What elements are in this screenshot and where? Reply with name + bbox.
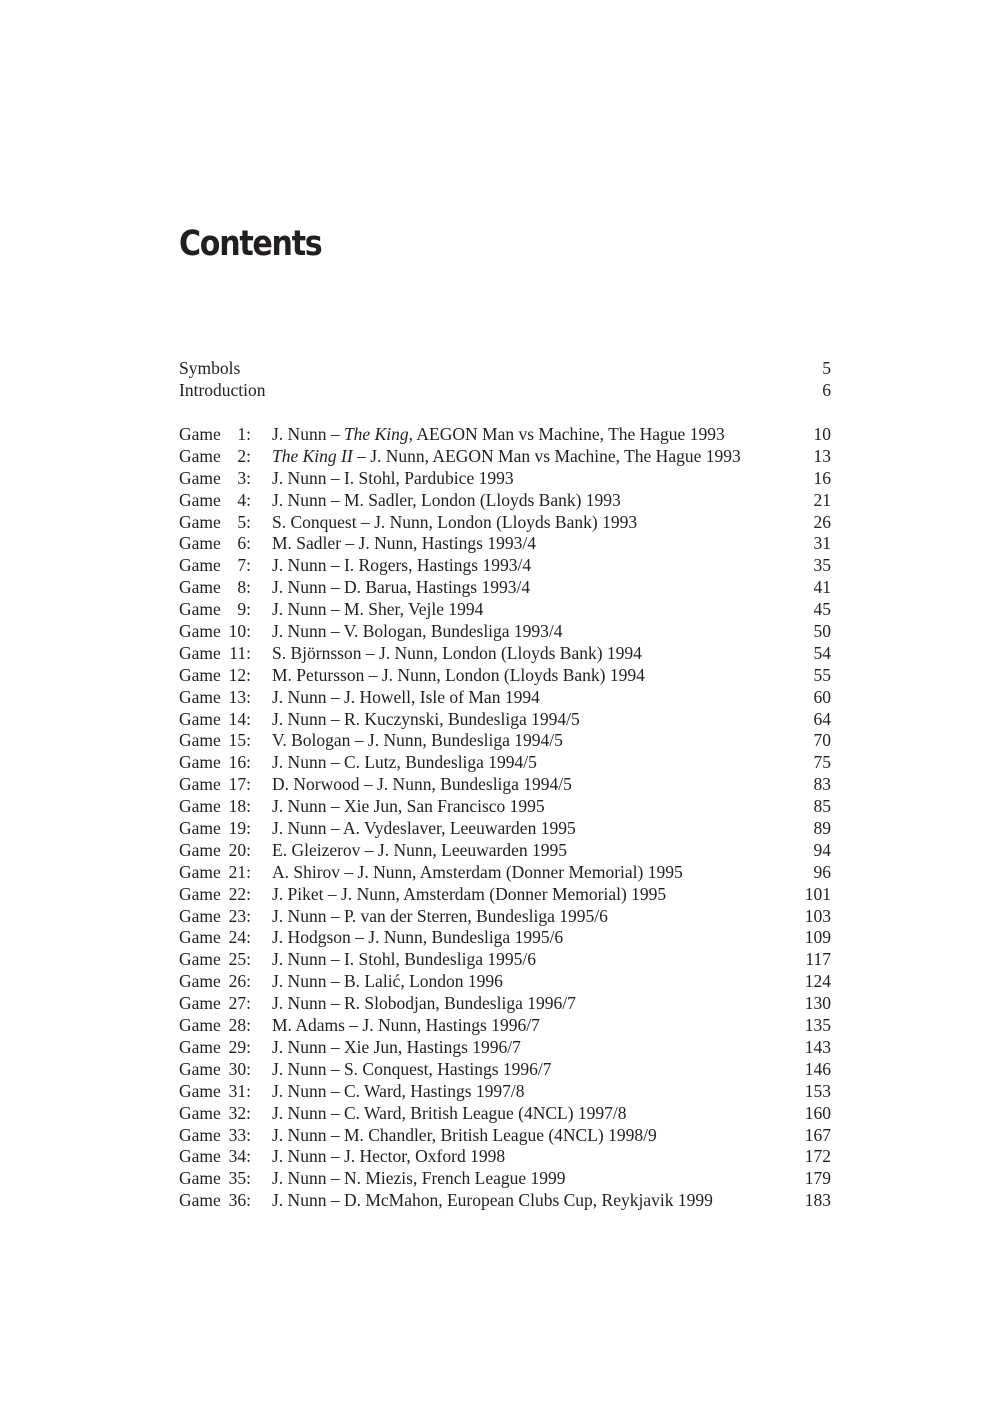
page-number: 160: [804, 1102, 831, 1123]
toc-entry-game[interactable]: [179, 796, 831, 818]
game-number: 6:: [237, 533, 251, 554]
page-number: 45: [813, 599, 831, 620]
game-label: [179, 884, 272, 906]
game-number: 11:: [229, 642, 251, 663]
page-number: 146: [804, 1058, 831, 1079]
game-title-part: J. Nunn – M. Sadler, London (Lloyds Bank) 1993: [272, 489, 621, 510]
game-number: 23:: [228, 905, 251, 926]
game-label: [179, 1125, 272, 1147]
game-title-part: J. Nunn – N. Miezis, French League 1999: [272, 1168, 566, 1189]
game-number: 3:: [237, 467, 251, 488]
game-number: 20:: [228, 839, 251, 860]
toc-entry-game[interactable]: [179, 468, 831, 490]
toc-entry-game[interactable]: [179, 643, 831, 665]
game-word: Game: [179, 883, 221, 904]
game-title: [272, 533, 781, 555]
game-label: [179, 665, 272, 687]
game-title-part: S. Björnsson – J. Nunn, London (Lloyds Bank) 1994: [272, 642, 642, 663]
game-title-part: J. Nunn –: [272, 424, 344, 444]
game-word: Game: [179, 839, 221, 860]
game-title-part: J. Nunn – D. McMahon, European Clubs Cup, Reykjavik 1999: [272, 1190, 713, 1211]
page-number: 41: [813, 577, 831, 598]
game-word: Game: [179, 949, 221, 970]
game-label: [179, 752, 272, 774]
game-title-part: M. Petursson – J. Nunn, London (Lloyds Bank) 1994: [272, 664, 645, 685]
game-word: Game: [179, 489, 221, 510]
game-title: [272, 709, 781, 731]
game-title-part: J. Nunn – S. Conquest, Hastings 1996/7: [272, 1058, 552, 1079]
page-number: 172: [804, 1146, 831, 1167]
game-word: Game: [179, 577, 221, 598]
page-number: 13: [813, 445, 831, 466]
game-number: 1:: [237, 424, 251, 444]
page-number: 5: [822, 358, 831, 378]
game-title-part: V. Bologan – J. Nunn, Bundesliga 1994/5: [272, 730, 563, 751]
games-list: [179, 424, 831, 1212]
game-label: [179, 599, 272, 621]
page-number: 183: [804, 1190, 831, 1211]
game-title: [272, 1103, 781, 1125]
page-number: 153: [804, 1080, 831, 1101]
game-label: [179, 862, 272, 884]
game-number: 33:: [228, 1124, 251, 1145]
page-number: 50: [813, 621, 831, 642]
game-word: Game: [179, 752, 221, 773]
page-number: 101: [804, 883, 831, 904]
game-title-part: J. Nunn – D. Barua, Hastings 1993/4: [272, 577, 531, 598]
page-number: 130: [804, 993, 831, 1014]
page-number: 143: [804, 1036, 831, 1057]
game-title: [272, 468, 781, 490]
game-number: 30:: [228, 1058, 251, 1079]
toc-entry-game[interactable]: [179, 818, 831, 840]
game-number: 9:: [237, 599, 251, 620]
page-number: 89: [813, 818, 831, 839]
page-number: 109: [804, 927, 831, 948]
toc-entry-game[interactable]: [179, 533, 831, 555]
toc-entry-game[interactable]: [179, 687, 831, 709]
toc-entry-game[interactable]: [179, 862, 831, 884]
game-title-part: J. Nunn – C. Ward, Hastings 1997/8: [272, 1080, 525, 1101]
game-title-italic-part: The King II: [272, 445, 353, 466]
game-number: 12:: [228, 664, 251, 685]
game-number: 7:: [237, 555, 251, 576]
toc-entry-game[interactable]: [179, 840, 831, 862]
game-title-part: J. Nunn – I. Rogers, Hastings 1993/4: [272, 555, 532, 576]
game-title-part: S. Conquest – J. Nunn, London (Lloyds Bank) 1993: [272, 511, 638, 532]
page-number: 85: [813, 796, 831, 817]
game-label: [179, 1146, 272, 1168]
entry-label: Introduction: [179, 379, 266, 400]
game-title-part: J. Nunn – I. Stohl, Bundesliga 1995/6: [272, 949, 536, 970]
game-title-part: J. Nunn – J. Howell, Isle of Man 1994: [272, 686, 540, 707]
toc-entry-game[interactable]: [179, 730, 831, 752]
game-label: [179, 1190, 272, 1212]
game-title-part: J. Nunn – C. Lutz, Bundesliga 1994/5: [272, 752, 537, 773]
game-title-part: J. Nunn – P. van der Sterren, Bundesliga 1995/6: [272, 905, 608, 926]
game-word: Game: [179, 971, 221, 992]
game-number: 24:: [228, 927, 251, 948]
game-title-part: J. Nunn – Xie Jun, San Francisco 1995: [272, 796, 545, 817]
page-number: 10: [813, 424, 831, 444]
page-number: 64: [813, 708, 831, 729]
game-word: Game: [179, 621, 221, 642]
game-title: [272, 1168, 781, 1190]
game-word: Game: [179, 927, 221, 948]
game-label: [179, 906, 272, 928]
toc-entry-game[interactable]: [179, 512, 831, 534]
front-matter-list: [179, 358, 831, 402]
game-number: 4:: [237, 489, 251, 510]
page-number: 124: [804, 971, 831, 992]
game-title: [272, 1059, 781, 1081]
game-word: Game: [179, 467, 221, 488]
game-label: [179, 971, 272, 993]
game-title-part: , AEGON Man vs Machine, The Hague 1993: [408, 424, 725, 444]
toc-entry-game[interactable]: [179, 774, 831, 796]
game-title: [272, 993, 781, 1015]
toc-entry-game[interactable]: [179, 621, 831, 643]
game-title: [272, 577, 781, 599]
toc-entry-game[interactable]: [179, 1037, 831, 1059]
toc-entry-game[interactable]: [179, 490, 831, 512]
game-title: [272, 774, 781, 796]
page-number: 83: [813, 774, 831, 795]
toc-entry-game[interactable]: [179, 1103, 831, 1125]
game-title-part: A. Shirov – J. Nunn, Amsterdam (Donner Memorial) 1995: [272, 861, 683, 882]
page-number: 179: [804, 1168, 831, 1189]
game-label: [179, 796, 272, 818]
page-number: 35: [813, 555, 831, 576]
game-title: [272, 665, 781, 687]
game-word: Game: [179, 1190, 221, 1211]
game-label: [179, 468, 272, 490]
page-number: 31: [813, 533, 831, 554]
game-title: [272, 621, 781, 643]
page-number: 94: [813, 839, 831, 860]
game-number: 10:: [228, 621, 251, 642]
game-word: Game: [179, 424, 221, 444]
toc-entry-game[interactable]: [179, 446, 831, 468]
game-label: [179, 993, 272, 1015]
game-title: [272, 1081, 781, 1103]
page-number: 60: [813, 686, 831, 707]
game-word: Game: [179, 533, 221, 554]
game-title: [272, 730, 781, 752]
game-title: [272, 818, 781, 840]
game-word: Game: [179, 774, 221, 795]
game-label: [179, 621, 272, 643]
game-title: [272, 927, 781, 949]
game-number: 29:: [228, 1036, 251, 1057]
page-number: 135: [804, 1015, 831, 1036]
toc-entry-game[interactable]: [179, 1081, 831, 1103]
game-number: 2:: [237, 445, 251, 466]
toc-entry-introduction[interactable]: [179, 380, 831, 402]
page-number: 16: [813, 467, 831, 488]
game-number: 19:: [228, 818, 251, 839]
toc-entry-game[interactable]: [179, 927, 831, 949]
game-word: Game: [179, 1080, 221, 1101]
game-number: 28:: [228, 1015, 251, 1036]
toc-entry-game[interactable]: [179, 993, 831, 1015]
game-title: [272, 862, 781, 884]
game-word: Game: [179, 730, 221, 751]
entry-label: Symbols: [179, 358, 241, 378]
toc-entry-game[interactable]: [179, 1146, 831, 1168]
game-title: [272, 796, 781, 818]
game-title-part: J. Nunn – J. Hector, Oxford 1998: [272, 1146, 506, 1167]
toc-entry-game[interactable]: [179, 971, 831, 993]
game-label: [179, 1081, 272, 1103]
game-label: [179, 577, 272, 599]
page-number: 117: [805, 949, 831, 970]
page-number: 103: [804, 905, 831, 926]
game-label: [179, 1168, 272, 1190]
game-word: Game: [179, 1102, 221, 1123]
toc-entry-game[interactable]: [179, 1059, 831, 1081]
game-number: 26:: [228, 971, 251, 992]
game-number: 17:: [228, 774, 251, 795]
toc-entry-game[interactable]: [179, 1015, 831, 1037]
game-title-part: J. Nunn – M. Sher, Vejle 1994: [272, 599, 484, 620]
game-title-part: J. Nunn – R. Kuczynski, Bundesliga 1994/5: [272, 708, 580, 729]
game-title: [272, 949, 781, 971]
game-word: Game: [179, 511, 221, 532]
page-number: 75: [813, 752, 831, 773]
toc-entry-symbols[interactable]: [179, 358, 831, 380]
game-label: [179, 730, 272, 752]
toc-entry-game[interactable]: [179, 665, 831, 687]
game-title-part: E. Gleizerov – J. Nunn, Leeuwarden 1995: [272, 839, 567, 860]
game-word: Game: [179, 1124, 221, 1145]
game-word: Game: [179, 1146, 221, 1167]
game-title-part: J. Nunn – A. Vydeslaver, Leeuwarden 1995: [272, 818, 576, 839]
game-title: [272, 446, 781, 468]
game-label: [179, 555, 272, 577]
game-label: [179, 490, 272, 512]
game-word: Game: [179, 796, 221, 817]
game-number: 36:: [228, 1190, 251, 1211]
page-number: 54: [813, 642, 831, 663]
game-title: [272, 752, 781, 774]
page-number: 6: [822, 379, 831, 400]
toc-entry-game[interactable]: [179, 752, 831, 774]
game-label: [179, 1037, 272, 1059]
game-word: Game: [179, 642, 221, 663]
game-number: 18:: [228, 796, 251, 817]
game-title-part: J. Piket – J. Nunn, Amsterdam (Donner Memorial) 1995: [272, 883, 667, 904]
game-word: Game: [179, 599, 221, 620]
game-word: Game: [179, 664, 221, 685]
game-label: [179, 533, 272, 555]
toc-entry-game[interactable]: [179, 577, 831, 599]
game-number: 16:: [228, 752, 251, 773]
game-label: [179, 446, 272, 468]
game-title: [272, 1125, 781, 1147]
game-number: 5:: [237, 511, 251, 532]
game-word: Game: [179, 1015, 221, 1036]
toc-entry-game[interactable]: [179, 949, 831, 971]
game-title: [272, 512, 781, 534]
game-title-part: J. Nunn – R. Slobodjan, Bundesliga 1996/7: [272, 993, 576, 1014]
game-number: 34:: [228, 1146, 251, 1167]
game-number: 8:: [237, 577, 251, 598]
game-label: [179, 709, 272, 731]
game-word: Game: [179, 555, 221, 576]
game-title-part: J. Nunn – C. Ward, British League (4NCL) 1997/8: [272, 1102, 627, 1123]
page-number: 167: [804, 1124, 831, 1145]
game-number: 14:: [228, 708, 251, 729]
game-label: [179, 1015, 272, 1037]
game-number: 35:: [228, 1168, 251, 1189]
game-title-part: M. Sadler – J. Nunn, Hastings 1993/4: [272, 533, 536, 554]
toc-entry-game[interactable]: [179, 906, 831, 928]
game-word: Game: [179, 1058, 221, 1079]
game-title-italic-part: The King: [343, 424, 409, 444]
game-number: 13:: [228, 686, 251, 707]
game-word: Game: [179, 818, 221, 839]
toc-entry-game[interactable]: [179, 1190, 831, 1212]
page-number: 70: [813, 730, 831, 751]
game-number: 32:: [228, 1102, 251, 1123]
page-number: 96: [813, 861, 831, 882]
game-title-part: J. Nunn – I. Stohl, Pardubice 1993: [272, 467, 514, 488]
game-title-part: J. Nunn – Xie Jun, Hastings 1996/7: [272, 1036, 521, 1057]
game-label: [179, 1059, 272, 1081]
page-title: Contents: [179, 224, 322, 264]
page-number: 26: [813, 511, 831, 532]
game-label: [179, 1103, 272, 1125]
game-title: [272, 971, 781, 993]
game-word: Game: [179, 445, 221, 466]
game-title: [272, 840, 781, 862]
game-label: [179, 949, 272, 971]
game-title: [272, 884, 781, 906]
game-word: Game: [179, 1168, 221, 1189]
game-number: 22:: [228, 883, 251, 904]
game-label: [179, 512, 272, 534]
game-title-part: – J. Nunn, AEGON Man vs Machine, The Hague 1993: [352, 445, 741, 466]
game-number: 25:: [228, 949, 251, 970]
game-title: [272, 424, 781, 446]
game-title: [272, 906, 781, 928]
game-title: [272, 1190, 781, 1212]
game-title: [272, 599, 781, 621]
game-title: [272, 1015, 781, 1037]
game-word: Game: [179, 708, 221, 729]
game-label: [179, 927, 272, 949]
game-label: [179, 424, 272, 446]
game-title-part: J. Nunn – M. Chandler, British League (4NCL) 1998/9: [272, 1124, 657, 1145]
game-label: [179, 687, 272, 709]
toc-entry-game[interactable]: [179, 424, 831, 446]
game-number: 27:: [228, 993, 251, 1014]
game-label: [179, 643, 272, 665]
game-word: Game: [179, 1036, 221, 1057]
page-number: 55: [813, 664, 831, 685]
game-title: [272, 687, 781, 709]
game-title-part: D. Norwood – J. Nunn, Bundesliga 1994/5: [272, 774, 572, 795]
game-number: 21:: [228, 861, 251, 882]
toc-entry-game[interactable]: [179, 884, 831, 906]
game-label: [179, 840, 272, 862]
toc-entry-game[interactable]: [179, 555, 831, 577]
toc-entry-game[interactable]: [179, 1125, 831, 1147]
game-title: [272, 555, 781, 577]
game-title-part: J. Nunn – B. Lalić, London 1996: [272, 971, 503, 992]
page-number: 21: [813, 489, 831, 510]
game-title-part: J. Hodgson – J. Nunn, Bundesliga 1995/6: [272, 927, 564, 948]
game-word: Game: [179, 686, 221, 707]
game-title: [272, 1146, 781, 1168]
game-word: Game: [179, 993, 221, 1014]
game-title-part: J. Nunn – V. Bologan, Bundesliga 1993/4: [272, 621, 563, 642]
toc-entry-game[interactable]: [179, 1168, 831, 1190]
toc-entry-game[interactable]: [179, 599, 831, 621]
game-title: [272, 1037, 781, 1059]
game-label: [179, 818, 272, 840]
toc-entry-game[interactable]: [179, 709, 831, 731]
game-number: 15:: [228, 730, 251, 751]
game-title-part: M. Adams – J. Nunn, Hastings 1996/7: [272, 1015, 540, 1036]
game-word: Game: [179, 905, 221, 926]
game-word: Game: [179, 861, 221, 882]
game-title: [272, 490, 781, 512]
game-label: [179, 774, 272, 796]
game-number: 31:: [228, 1080, 251, 1101]
game-title: [272, 643, 781, 665]
